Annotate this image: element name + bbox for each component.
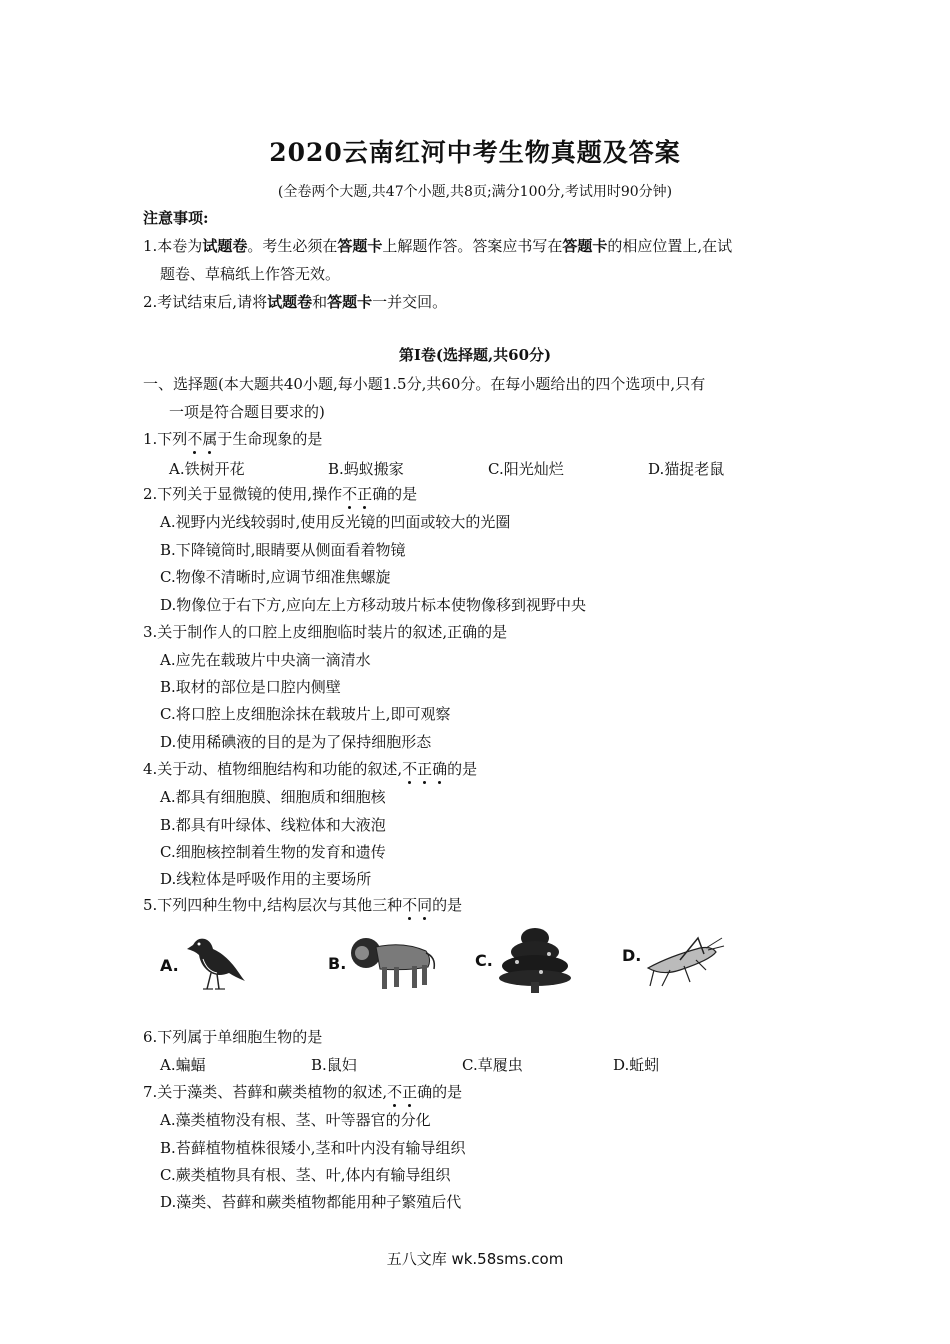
stem-text: 的是 <box>432 896 463 914</box>
question-2-stem <box>143 484 417 504</box>
question-3-stem: 3.关于制作人的口腔上皮细胞临时装片的叙述,正确的是 <box>143 623 508 641</box>
emphasis-char: 不 <box>402 896 418 914</box>
note-text: 2.考试结束后,请将 <box>143 293 268 311</box>
stem-text: 的是 <box>447 760 478 778</box>
stem-text: 确的是 <box>417 1083 463 1101</box>
emphasis-char: 不 <box>387 1083 403 1101</box>
tree-illustration <box>497 924 573 994</box>
bird-illustration <box>183 933 248 995</box>
section-title: 第Ⅰ卷(选择题,共60分) <box>398 346 552 364</box>
note-1-cont: 题卷、草稿纸上作答无效。 <box>160 265 341 283</box>
emphasis-char: 正 <box>402 1083 418 1101</box>
note-text: 1.本卷为 <box>143 237 203 255</box>
stem-text: 7.关于藻类、苔藓和蕨类植物的叙述, <box>143 1083 388 1101</box>
question-6-stem: 6.下列属于单细胞生物的是 <box>143 1028 323 1046</box>
question-2-option-d: D.物像位于右下方,应向左上方移动玻片标本使物像移到视野中央 <box>160 596 587 614</box>
question-1-option-a: A.铁树开花 <box>169 460 245 478</box>
figure-label-b: B. <box>328 954 347 973</box>
question-7-option-a: A.藻类植物没有根、茎、叶等器官的分化 <box>160 1111 431 1129</box>
emphasis-char: 确 <box>432 760 448 778</box>
stem-text: 4.关于动、植物细胞结构和功能的叙述, <box>143 760 403 778</box>
question-2-option-a: A.视野内光线较弱时,使用反光镜的凹面或较大的光圈 <box>160 513 511 531</box>
question-3-option-d: D.使用稀碘液的目的是为了保持细胞形态 <box>160 733 432 751</box>
note-emphasis: 答题卡 <box>327 293 373 311</box>
question-7-option-c: C.蕨类植物具有根、茎、叶,体内有输导组织 <box>160 1166 451 1184</box>
note-2 <box>143 292 447 312</box>
question-7-option-b: B.苔藓植物植株很矮小,茎和叶内没有输导组织 <box>160 1139 466 1157</box>
question-1-option-d: D.猫捉老鼠 <box>648 460 725 478</box>
question-5-stem <box>143 895 462 915</box>
stem-text: 2.下列关于显微镜的使用,操作 <box>143 485 343 503</box>
note-text: 的相应位置上,在试 <box>607 237 733 255</box>
question-3-option-a: A.应先在载玻片中央滴一滴清水 <box>160 651 371 669</box>
emphasis-char: 不 <box>342 485 358 503</box>
section-intro: 一、选择题(本大题共40小题,每小题1.5分,共60分。在每小题给出的四个选项中,只有 <box>143 375 706 393</box>
question-2-option-b: B.下降镜筒时,眼睛要从侧面看着物镜 <box>160 541 406 559</box>
note-text: 一并交回。 <box>372 293 448 311</box>
stem-text: 确的是 <box>372 485 418 503</box>
question-1-option-c: C.阳光灿烂 <box>488 460 564 478</box>
question-4-option-d: D.线粒体是呼吸作用的主要场所 <box>160 870 372 888</box>
question-4-stem <box>143 759 477 779</box>
figure-label-c: C. <box>475 951 493 970</box>
emphasis-char: 同 <box>417 896 433 914</box>
figure-label-a: A. <box>160 956 179 975</box>
section-intro-cont: 一项是符合题目要求的) <box>169 403 325 421</box>
note-1 <box>143 236 732 256</box>
figure-label-d: D. <box>622 946 642 965</box>
note-emphasis: 答题卡 <box>562 237 608 255</box>
note-text: 。考生必须在 <box>247 237 338 255</box>
question-7-option-d: D.藻类、苔藓和蕨类植物都能用种子繁殖后代 <box>160 1193 462 1211</box>
lion-illustration <box>348 933 440 995</box>
stem-text: 1.下列 <box>143 430 188 448</box>
note-emphasis: 试题卷 <box>267 293 313 311</box>
question-7-stem <box>143 1082 462 1102</box>
emphasis-char: 正 <box>357 485 373 503</box>
exam-info: (全卷两个大题,共47个小题,共8页;满分100分,考试用时90分钟) <box>277 184 673 200</box>
emphasis-char: 正 <box>417 760 433 778</box>
note-emphasis: 答题卡 <box>337 237 383 255</box>
note-text: 上解题作答。答案应书写在 <box>382 237 563 255</box>
question-3-option-c: C.将口腔上皮细胞涂抹在载玻片上,即可观察 <box>160 705 451 723</box>
footer-watermark: 五八文库 wk.58sms.com <box>386 1250 564 1268</box>
question-6-option-d: D.蚯蚓 <box>613 1056 660 1074</box>
question-4-option-c: C.细胞核控制着生物的发育和遗传 <box>160 843 386 861</box>
notes-heading: 注意事项: <box>143 209 209 227</box>
stem-text: 5.下列四种生物中,结构层次与其他三种 <box>143 896 403 914</box>
grasshopper-illustration <box>640 930 725 992</box>
question-6-option-c: C.草履虫 <box>462 1056 523 1074</box>
question-6-option-b: B.鼠妇 <box>311 1056 357 1074</box>
question-4-option-a: A.都具有细胞膜、细胞质和细胞核 <box>160 788 386 806</box>
question-2-option-c: C.物像不清晰时,应调节细准焦螺旋 <box>160 568 391 586</box>
question-4-option-b: B.都具有叶绿体、线粒体和大液泡 <box>160 816 386 834</box>
emphasis-char: 不 <box>187 430 203 448</box>
question-6-option-a: A.蝙蝠 <box>160 1056 206 1074</box>
note-text: 和 <box>312 293 328 311</box>
question-3-option-b: B.取材的部位是口腔内侧壁 <box>160 678 341 696</box>
page-title: 2020云南红河中考生物真题及答案 <box>269 138 681 167</box>
note-emphasis: 试题卷 <box>202 237 248 255</box>
emphasis-char: 属 <box>202 430 218 448</box>
stem-text: 于生命现象的是 <box>217 430 323 448</box>
question-1-stem <box>143 429 322 449</box>
emphasis-char: 不 <box>402 760 418 778</box>
question-1-option-b: B.蚂蚁搬家 <box>328 460 404 478</box>
